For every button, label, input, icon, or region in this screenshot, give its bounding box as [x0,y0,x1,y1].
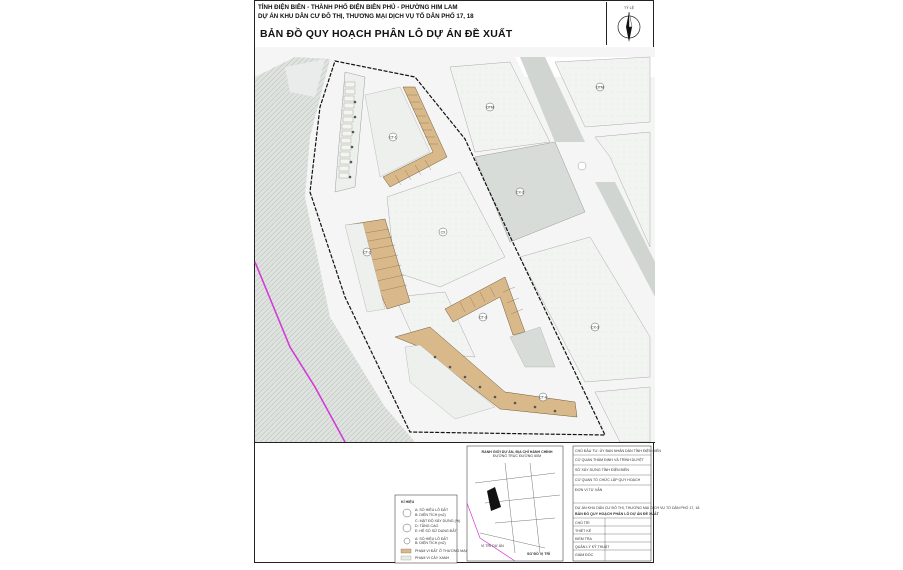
titleblock-field-1: CHỦ TRÌ [575,521,590,525]
block-label-2: CT-2 [363,250,371,255]
titleblock-row-3: SỞ XÂY DỰNG TỈNH ĐIỆN BIÊN [575,468,629,472]
block-label-5: CT-4 [539,395,547,400]
legend-item-2: B: DIỆN TÍCH (m2) [415,513,446,517]
title-block [573,446,651,561]
location-label-left: VỊ TRÍ DỰ ÁN [481,544,504,548]
titleblock-field-5: GIÁM ĐỐC [575,553,594,557]
block-label-4: CT-3 [479,315,487,320]
legend-item-4: D: TẦNG CAO [415,524,439,528]
block-label-8: OTM [596,85,604,90]
legend-item-9: PHẠM VI CÂY XANH [415,556,450,560]
header-line-2: DỰ ÁN KHU DÂN CƯ ĐÔ THỊ, THƯƠNG MẠI DỊCH VỤ TỔ DÂN PHỐ 17, 18 [258,13,474,20]
legend-item-6: A: SỐ HIỆU LÔ ĐẤT [415,537,449,541]
titleblock-row-5: ĐƠN VỊ TƯ VẤN [575,488,603,492]
titleblock-row-1: CHỦ ĐẦU TƯ: ỦY BAN NHÂN DÂN TỈNH ĐIỆN BIÊN [575,449,661,453]
sheet-footer [255,442,700,565]
titleblock-project: DỰ ÁN KHU DÂN CƯ ĐÔ THỊ, THƯƠNG MẠI DỊCH VỤ TỔ DÂN PHỐ 17, 18 [575,506,700,510]
block-label-7: OTM [486,105,494,110]
titleblock-field-4: QUẢN LÝ KỸ THUẬT [575,545,610,549]
residential-swatch-icon [401,549,411,553]
legend-title: KÍ HIỆU [401,500,415,504]
site-plan-map [255,47,655,442]
titleblock-row-2: CƠ QUAN THẨM ĐỊNH VÀ TRÌNH DUYỆT [575,458,644,462]
titleblock-field-2: THIẾT KẾ [575,529,592,533]
location-subtitle: ĐƯỜNG TRỤC ĐƯỜNG 60M [492,454,542,458]
block-label-9: CX-3 [591,325,599,330]
legend-item-7: B: DIỆN TÍCH (m2) [415,541,446,545]
titleblock-drawing: BẢN ĐỒ QUY HOẠCH PHÂN LÔ DỰ ÁN ĐỀ XUẤT [575,512,659,516]
north-arrow [606,2,651,45]
titleblock-row-4: CƠ QUAN TỔ CHỨC LẬP QUY HOẠCH [575,478,641,482]
green-swatch-icon [401,556,411,560]
legend-item-3: C: MẬT ĐỘ XÂY DỰNG (%) [415,519,461,523]
legend-item-8: PHẠM VI ĐẤT Ở THƯƠNG MẠI [415,549,467,553]
titleblock-field-3: KIỂM TRA [575,537,592,541]
drawing-sheet [254,0,700,563]
compass-icon [607,2,651,45]
site-plan-svg [255,47,655,442]
legend-item-1: A: SỐ HIỆU LÔ ĐẤT [415,508,449,512]
compass-label: TỶ LỆ [624,6,634,10]
legend-item-5: E: HỆ SỐ SỬ DỤNG ĐẤT [415,529,457,533]
location-title: RANH GIỚI DỰ ÁN, ĐỊA CHỈ HÀNH CHÍNH [481,450,553,454]
block-label-3: CX [440,230,446,235]
sheet-header [255,1,653,48]
drawing-title: BẢN ĐỒ QUY HOẠCH PHÂN LÔ DỰ ÁN ĐỀ XUẤT [260,28,513,40]
footer-svg [255,443,700,565]
header-line-1: TỈNH ĐIỆN BIÊN - THÀNH PHỐ ĐIỆN BIÊN PHỦ - PHƯỜNG HIM LAM [258,4,458,11]
block-label-6: CX-2 [516,190,524,195]
block-label-1: CT-1 [389,135,397,140]
location-label-bottom: SƠ ĐỒ VỊ TRÍ [527,552,551,556]
